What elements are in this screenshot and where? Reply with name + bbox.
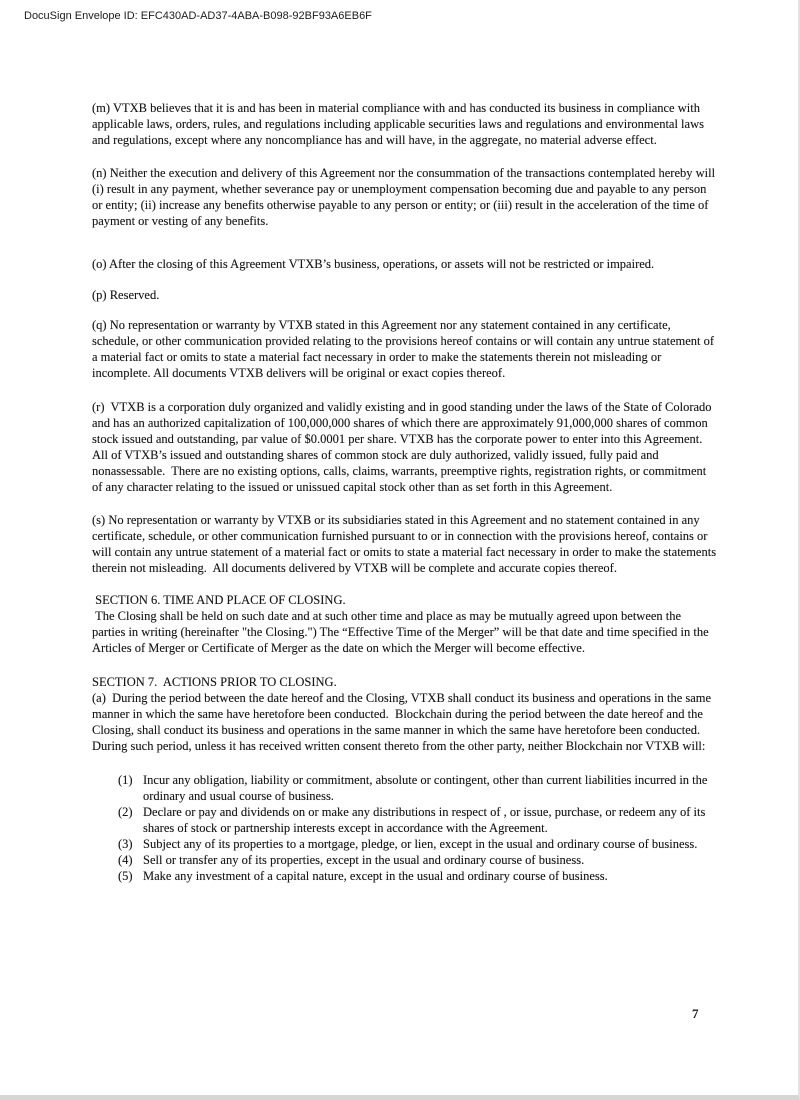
list-item-4-text: Sell or transfer any of its properties, except in the usual and ordinary course of business. [143, 853, 585, 867]
paragraph-s: (s) No representation or warranty by VTXB or its subsidiaries stated in this Agreement and no statement contained in any certificate, schedule, or other communication furnished pursuant to or in connection with the provisions hereof, contains or will contain any untrue statement of a material fact or omits to state a material fact necessary in order to make the statements therein not misleading. All documents delivered by VTXB will be complete and accurate copies thereof. [92, 513, 720, 575]
list-item-1-text: Incur any obligation, liability or commitment, absolute or contingent, other than current liabilities incurred in the ordinary and usual course of business. [143, 773, 711, 803]
section-6-body: The Closing shall be held on such date and at such other time and place as may be mutually agreed upon between the parties in writing (hereinafter "the Closing.") The “Effective Time of the Merger” will be that date and time specified in the Articles of Merger or Certificate of Merger as the date on which the Merger will become effective. [92, 609, 712, 655]
paragraph-r: (r) VTXB is a corporation duly organized and validly existing and in good standing under the laws of the State of Colorado and has an authorized capitalization of 100,000,000 shares of which there are approximately 91,000,000 shares of common stock issued and outstanding, par value of $0.0001 per share. VTXB has the corporate power to enter into this Agreement. All of VTXB’s issued and outstanding shares of common stock are duly authorized, validly issued, fully paid and nonassessable. There are no existing options, calls, claims, warrants, preemptive rights, registration rights, or commitment of any character relating to the issued or unissued capital stock other than as set forth in this Agreement. [92, 400, 715, 494]
list-item-3 [118, 836, 717, 852]
list-item-2 [118, 804, 717, 836]
list-item-1 [118, 772, 717, 804]
list-item-3-number: (3) [118, 837, 133, 851]
paragraph-n: (n) Neither the execution and delivery of this Agreement nor the consummation of the transactions contemplated hereby will (i) result in any payment, whether severance pay or unemployment compensation becoming due and payable to any person or entity; (ii) increase any benefits otherwise payable to any person or entity; or (iii) result in the acceleration of the time of payment or vesting of any benefits. [92, 166, 719, 228]
paragraph-p: (p) Reserved. [92, 288, 160, 302]
numbered-list [92, 772, 717, 884]
list-item-3-text: Subject any of its properties to a mortgage, pledge, or lien, except in the usual and ordinary course of business. [143, 837, 698, 851]
list-item-1-number: (1) [118, 773, 133, 787]
document-body [92, 100, 720, 884]
section-6-heading: SECTION 6. TIME AND PLACE OF CLOSING. [92, 593, 346, 607]
section-7-heading: SECTION 7. ACTIONS PRIOR TO CLOSING. [92, 675, 337, 689]
paragraph-q: (q) No representation or warranty by VTXB stated in this Agreement nor any statement contained in any certificate, schedule, or other communication provided relating to the provisions hereof contains or will contain any untrue statement of a material fact or omits to state a material fact necessary in order to make the statements therein not misleading or incomplete. All documents VTXB delivers will be original or exact copies thereof. [92, 318, 718, 380]
list-item-4 [118, 852, 717, 868]
list-item-5 [118, 868, 717, 884]
paragraph-m: (m) VTXB believes that it is and has been in material compliance with and has conducted its business in compliance with applicable laws, orders, rules, and regulations including applicable securities laws and regulations and environmental laws and regulations, except where any noncompliance has and will have, in the aggregate, no material adverse effect. [92, 101, 708, 147]
paragraph-o: (o) After the closing of this Agreement VTXB’s business, operations, or assets will not be restricted or impaired. [92, 257, 655, 271]
page-number: 7 [692, 1006, 699, 1021]
docusign-envelope-id-label: DocuSign Envelope ID: EFC430AD-AD37-4ABA-B098-92BF93A6EB6F [24, 10, 372, 22]
paragraph-a: (a) During the period between the date hereof and the Closing, VTXB shall conduct its business and operations in the same manner in which the same have heretofore been conducted. Blockchain during the period between the date hereof and the Closing, shall conduct its business and operations in the same manner in which the same have heretofore been conducted. During such period, unless it has received written consent thereto from the other party, neither Blockchain nor VTXB will: [92, 691, 715, 753]
list-item-4-number: (4) [118, 853, 133, 867]
list-item-2-number: (2) [118, 805, 133, 819]
list-item-2-text: Declare or pay and dividends on or make any distributions in respect of , or issue, purchase, or redeem any of its shares of stock or partnership interests except in accordance with the Agreement. [143, 805, 709, 835]
list-item-5-number: (5) [118, 869, 133, 883]
list-item-5-text: Make any investment of a capital nature, except in the usual and ordinary course of business. [143, 869, 608, 883]
